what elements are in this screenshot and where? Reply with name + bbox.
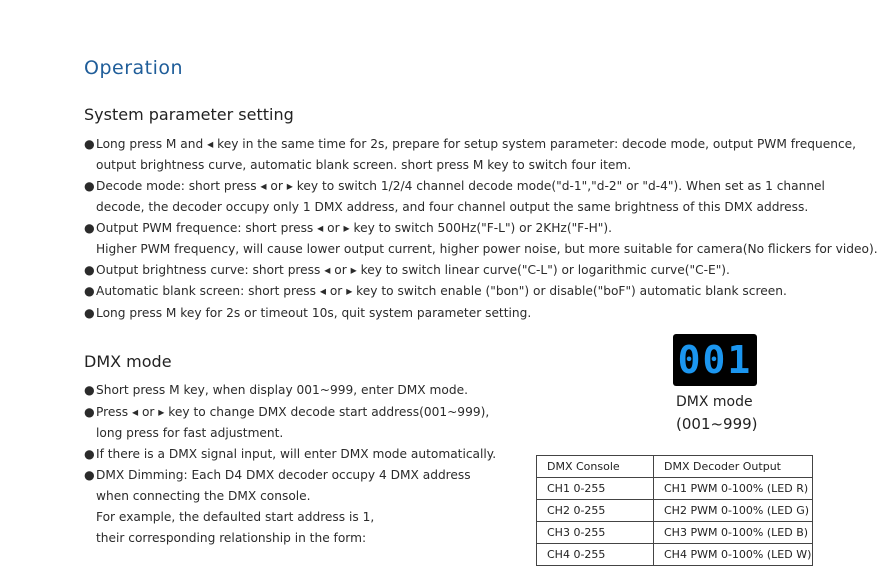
table-cell: CH3 PWM 0-100% (LED B) [654,522,813,544]
led-display: 001 [673,334,757,386]
table-cell: CH1 0-255 [537,478,654,500]
system-item-4: ●Output brightness curve: short press ◂ or ▸ key to switch linear curve("C-L") or logarithmic curve("C-E"). [84,260,730,281]
system-item-1: ●Long press M and ◂ key in the same time for 2s, prepare for setup system parameter: decode mode, output PWM frequence, output brightness curve, automatic blank screen. short press M key to switch four item. [84,134,856,176]
page-title: Operation [84,57,184,79]
table-cell: CH2 PWM 0-100% (LED G) [654,500,813,522]
table-cell: CH2 0-255 [537,500,654,522]
bullet-icon: ● [84,383,95,397]
bullet-icon: ● [84,468,95,482]
bullet-icon: ● [84,263,95,277]
table-cell: CH1 PWM 0-100% (LED R) [654,478,813,500]
table-cell: CH4 0-255 [537,544,654,566]
channel-mapping-table [536,455,813,566]
bullet-icon: ● [84,405,95,419]
table-header-cell: DMX Console [537,456,654,478]
table-row [537,500,813,522]
system-section-title: System parameter setting [84,105,294,124]
table-header-cell: DMX Decoder Output [654,456,813,478]
table-header-row [537,456,813,478]
table-cell: CH3 0-255 [537,522,654,544]
bullet-icon: ● [84,179,95,193]
dmx-item-3: ●If there is a DMX signal input, will enter DMX mode automatically. [84,444,496,465]
system-item-6: ●Long press M key for 2s or timeout 10s, quit system parameter setting. [84,303,531,324]
bullet-icon: ● [84,284,95,298]
bullet-icon: ● [84,447,95,461]
system-item-2: ●Decode mode: short press ◂ or ▸ key to switch 1/2/4 channel decode mode("d-1","d-2" or "d-4"). When set as 1 channel decode, the decoder occupy only 1 DMX address, and four channel output the same brightness of this DMX address. [84,176,825,218]
display-range: (001~999) [676,415,758,433]
table-row [537,522,813,544]
dmx-item-2: ●Press ◂ or ▸ key to change DMX decode start address(001~999), long press for fast adjustment. [84,402,489,444]
dmx-section-title: DMX mode [84,352,172,371]
table-row [537,544,813,566]
display-caption: DMX mode [676,394,753,410]
dmx-item-4: ●DMX Dimming: Each D4 DMX decoder occupy 4 DMX address when connecting the DMX console. For example, the defaulted start address is 1, their corresponding relationship in the form: [84,465,471,549]
system-item-5: ●Automatic blank screen: short press ◂ or ▸ key to switch enable ("bon") or disable("boF") automatic blank screen. [84,281,787,302]
table-cell: CH4 PWM 0-100% (LED W) [654,544,813,566]
bullet-icon: ● [84,306,95,320]
bullet-icon: ● [84,137,95,151]
system-item-3: ●Output PWM frequence: short press ◂ or ▸ key to switch 500Hz("F-L") or 2KHz("F-H"). Higher PWM frequency, will cause lower output current, higher power noise, but more suitable for camera(No flickers for video). [84,218,878,260]
bullet-icon: ● [84,221,95,235]
dmx-item-1: ●Short press M key, when display 001~999, enter DMX mode. [84,380,468,401]
table-row [537,478,813,500]
